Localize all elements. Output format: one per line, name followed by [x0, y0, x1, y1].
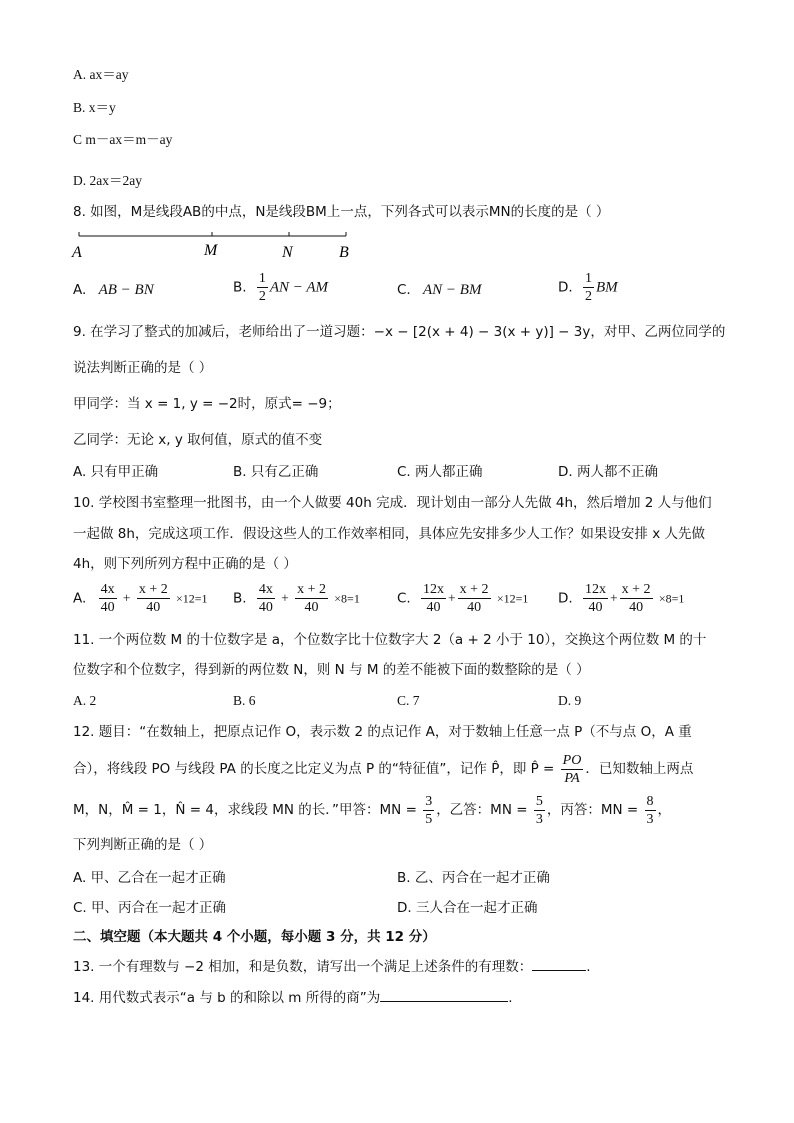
q10-c-frac2	[458, 581, 491, 616]
q11-option-c: C. 7	[397, 693, 420, 708]
q12-line3-end: ，	[657, 802, 671, 818]
q10-d-frac2-num: x + 2	[621, 582, 651, 597]
q12-option-d: D. 三人合在一起才正确	[397, 900, 538, 916]
q8-point-b: B	[339, 244, 349, 261]
q13-end: .	[586, 959, 591, 975]
q10-b-frac2-num: x + 2	[297, 582, 326, 597]
q8-option-a	[73, 281, 154, 299]
q12-line1: 12. 题目：“在数轴上，把原点记作 O，表示数 2 的点记作 A，对于数轴上任意一点 P（不与点 O，A 重	[73, 724, 692, 740]
q10-option-c	[397, 581, 528, 616]
q10-a-frac2-den: 40	[146, 600, 161, 615]
q10-line2: 一起做 8h，完成这项工作．假设这些人的工作效率相同，具体应先安排多少人工作？如果设安排 x 人先做	[73, 526, 706, 542]
q7-option-c: C m－ax＝m－ay	[73, 132, 173, 147]
q12-answer-bing-den: 3	[646, 811, 654, 827]
q8-option-c-expr: AN − BM	[423, 282, 482, 298]
q10-d-frac1	[583, 581, 608, 616]
q12-answer-bing-num: 8	[646, 793, 654, 809]
q10-a-frac1	[99, 581, 117, 616]
q12-line2-tail: ．已知数轴上两点	[585, 761, 694, 777]
q8-segment-figure	[70, 228, 360, 262]
q12-line2	[73, 751, 693, 787]
q12-option-c: C. 甲、丙合在一起才正确	[73, 900, 227, 916]
section-fill-in-title: 二、填空题（本大题共 4 个小题，每小题 3 分，共 12 分）	[73, 929, 436, 945]
q8-point-m: M	[204, 242, 218, 259]
q8-option-b-fraction	[257, 270, 268, 305]
q10-a-frac2-num: x + 2	[138, 582, 168, 597]
q10-option-d-label: D.	[558, 590, 573, 607]
q8-option-b-expr: AN − AM	[269, 279, 329, 296]
q11-line1: 11. 一个两位数 M 的十位数字是 a，个位数字比十位数字大 2（a + 2 小于 10），交换这个两位数 M 的十	[73, 632, 707, 648]
q8-option-d	[558, 270, 618, 305]
q7-option-a: A. ax＝ay	[73, 67, 129, 82]
q8-option-b-den: 2	[258, 289, 266, 304]
q12-answer-bing	[645, 793, 656, 828]
q10-d-frac2-den: 40	[629, 600, 644, 615]
q8-option-b-label: B.	[233, 279, 247, 296]
q12-answer-yi-num: 5	[535, 793, 543, 809]
q10-option-a-label: A.	[73, 590, 87, 607]
q8-option-b-num: 1	[258, 271, 266, 286]
q12-feature-fraction	[561, 752, 584, 787]
q10-b-frac1-den: 40	[258, 600, 273, 615]
q9-statement-yi: 乙同学：无论 x, y 取何值，原式的值不变	[73, 432, 323, 448]
q10-d-frac1-num: 12x	[584, 582, 606, 597]
q11-option-d: D. 9	[558, 693, 582, 708]
q10-option-b	[233, 581, 360, 616]
q14	[73, 987, 513, 1007]
q8-option-c-label: C.	[397, 282, 411, 298]
q9-option-d: D. 两人都不正确	[558, 464, 658, 480]
q10-b-frac2-den: 40	[304, 600, 319, 615]
q8-point-a: A	[72, 244, 82, 261]
q7-option-b: B. x＝y	[73, 100, 116, 115]
q9-statement-jia: 甲同学：当 x = 1, y = −2时，原式= −9；	[73, 396, 341, 412]
q11-line2: 位数字和个位数字，得到新的两位数 N，则 N 与 M 的差不能被下面的数整除的是（ ）	[73, 662, 590, 678]
q10-a-frac1-den: 40	[100, 600, 115, 615]
q12-answer-jia-den: 5	[425, 811, 433, 827]
q11-option-a: A. 2	[73, 693, 97, 708]
q10-line1: 10. 学校图书室整理一批图书，由一个人做要 40h 完成．现计划由一部分人先做 4h，然后增加 2 人与他们	[73, 495, 712, 511]
q10-c-frac2-den: 40	[467, 600, 482, 615]
q10-a-frac2	[137, 581, 170, 616]
q10-c-tail: ×12=1	[496, 591, 529, 606]
q13-text: 13. 一个有理数与 −2 相加，和是负数，请写出一个满足上述条件的有理数：	[73, 959, 533, 975]
q10-b-plus: +	[281, 590, 289, 606]
q12-line4: 下列判断正确的是（ ）	[73, 837, 213, 853]
q10-d-plus: +	[609, 590, 618, 606]
q10-c-frac1-den: 40	[426, 600, 441, 615]
q12-answer-yi-den: 3	[535, 811, 543, 827]
q10-b-frac2	[295, 581, 328, 616]
q12-answer-jia-num: 3	[425, 793, 433, 809]
q10-b-frac1	[257, 581, 275, 616]
q10-c-frac2-num: x + 2	[459, 582, 489, 597]
q8-option-a-expr: AB − BN	[98, 282, 154, 298]
q12-feature-num: PO	[562, 752, 582, 768]
q8-option-d-num: 1	[584, 271, 592, 286]
q10-line3: 4h，则下列所列方程中正确的是（ ）	[73, 556, 297, 572]
q8-option-d-den: 2	[584, 289, 592, 304]
q10-d-tail: ×8=1	[658, 591, 685, 606]
q10-c-plus: +	[448, 590, 456, 606]
q10-d-frac2	[620, 581, 653, 616]
q12-answer-jia	[423, 793, 434, 828]
q10-a-plus: +	[122, 590, 131, 606]
q12-line2-text: 合），将线段 PO 与线段 PA 的长度之比定义为点 P 的“特征值”，记作 P̂，即 P̂ =	[73, 761, 555, 777]
q10-b-tail: ×8=1	[334, 591, 360, 606]
q10-option-d	[558, 581, 684, 616]
q10-option-c-label: C.	[397, 590, 411, 607]
q8-option-a-label: A.	[73, 282, 87, 298]
q12-line3-text-c: ，丙答：MN =	[546, 802, 639, 818]
q10-a-frac1-num: 4x	[100, 582, 115, 597]
q12-feature-den: PA	[564, 770, 580, 786]
q9-stem-line2: 说法判断正确的是（ ）	[73, 360, 213, 376]
q9-option-b: B. 只有乙正确	[233, 464, 319, 480]
q8-option-d-expr: BM	[595, 279, 618, 296]
q8-option-c	[397, 281, 481, 299]
q12-option-a: A. 甲、乙合在一起才正确	[73, 870, 226, 886]
q14-answer-blank[interactable]	[380, 987, 508, 1002]
q13-answer-blank[interactable]	[532, 956, 586, 971]
q12-line3-text-a: M，N，M̂ = 1，N̂ = 4，求线段 MN 的长．”甲答：MN =	[73, 802, 417, 818]
q10-option-a	[73, 581, 208, 616]
q13	[73, 956, 591, 976]
q11-option-b: B. 6	[233, 693, 256, 708]
q10-option-b-label: B.	[233, 590, 247, 607]
q12-option-b: B. 乙、丙合在一起才正确	[397, 870, 550, 886]
q14-text: 14. 用代数式表示“a 与 b 的和除以 m 所得的商”为	[73, 990, 381, 1006]
q12-line3-text-b: ，乙答：MN =	[436, 802, 528, 818]
q10-d-frac1-den: 40	[588, 600, 603, 615]
q12-answer-yi	[534, 793, 545, 828]
q10-b-frac1-num: 4x	[258, 582, 273, 597]
q8-stem: 8. 如图，M是线段AB的中点，N是线段BM上一点，下列各式可以表示MN的长度的是（ ）	[73, 204, 610, 220]
q9-option-a: A. 只有甲正确	[73, 464, 159, 480]
q14-end: .	[508, 990, 513, 1006]
q9-stem-line1: 9. 在学习了整式的加减后，老师给出了一道习题：−x − [2(x + 4) − 3(x + y)] − 3y，对甲、乙两位同学的	[73, 324, 726, 340]
q10-c-frac1	[421, 581, 446, 616]
q12-line3	[73, 792, 671, 828]
q10-c-frac1-num: 12x	[423, 582, 445, 597]
q8-option-b	[233, 270, 328, 305]
q8-point-n: N	[282, 244, 293, 261]
q10-a-tail: ×12=1	[176, 591, 208, 606]
q7-option-d: D. 2ax＝2ay	[73, 173, 142, 188]
q8-option-d-label: D.	[558, 279, 573, 296]
q8-option-d-fraction	[583, 270, 594, 305]
q9-option-c: C. 两人都正确	[397, 464, 483, 480]
